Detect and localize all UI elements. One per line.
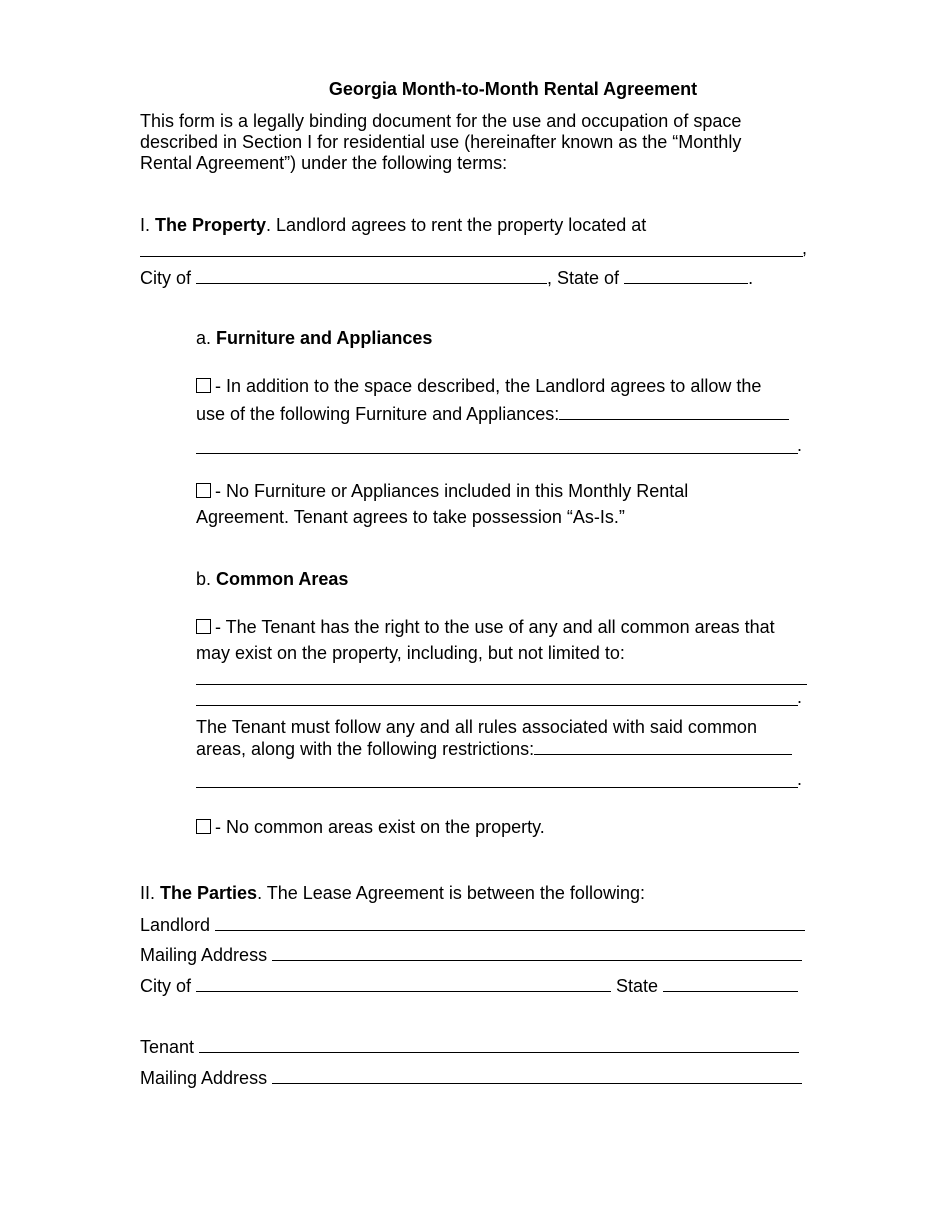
section-2-text: . The Lease Agreement is between the following: <box>257 883 645 903</box>
furniture-list-field[interactable] <box>559 403 789 420</box>
common-areas-allowed-checkbox[interactable] <box>196 619 211 634</box>
section-1-title: The Property <box>155 215 267 235</box>
tenant-label: Tenant <box>140 1037 200 1057</box>
tenant-mailing-field[interactable] <box>272 1067 802 1084</box>
common-areas-heading <box>196 569 348 590</box>
landlord-mailing-row <box>140 944 802 966</box>
landlord-mailing-label: Mailing Address <box>140 945 273 965</box>
furniture-option-2 <box>196 481 688 502</box>
section-1-heading <box>140 215 646 236</box>
common-areas-list-field-2[interactable] <box>196 705 798 706</box>
property-address-comma: , <box>802 238 808 258</box>
section-2-heading <box>140 883 645 904</box>
property-period: . <box>748 268 754 288</box>
common-areas-option-1-line-2: may exist on the property, including, but not limited to: <box>196 643 625 663</box>
property-city-field[interactable] <box>196 267 547 284</box>
furniture-included-checkbox[interactable] <box>196 378 211 393</box>
intro-line-3: Rental Agreement”) under the following terms: <box>140 153 508 173</box>
section-1-number: I. <box>140 215 156 235</box>
property-state-field[interactable] <box>624 267 748 284</box>
landlord-city-label: City of <box>140 976 197 996</box>
common-areas-rules-text: areas, along with the following restrictions: <box>196 739 535 759</box>
no-furniture-checkbox[interactable] <box>196 483 211 498</box>
common-areas-restrictions-field[interactable] <box>534 738 792 755</box>
document-title: Georgia Month-to-Month Rental Agreement <box>328 79 698 99</box>
property-city-label: City of <box>140 268 197 288</box>
section-2-title: The Parties <box>160 883 258 903</box>
furniture-option-1-line-2 <box>196 403 789 425</box>
landlord-city-state-row <box>140 975 798 997</box>
landlord-name-field[interactable] <box>215 914 805 931</box>
no-common-areas-checkbox[interactable] <box>196 819 211 834</box>
common-areas-list-field[interactable] <box>196 684 807 685</box>
intro-line-1: This form is a legally binding document for the use and occupation of space <box>140 111 742 131</box>
property-state-label: , State of <box>547 268 625 288</box>
common-areas-letter: b. <box>196 569 217 589</box>
furniture-option-2-line-2: Agreement. Tenant agrees to take possession “As-Is.” <box>196 507 625 527</box>
property-address-field[interactable] <box>140 256 803 257</box>
furniture-list-field-2[interactable] <box>196 453 798 454</box>
landlord-city-field[interactable] <box>196 975 611 992</box>
furniture-letter: a. <box>196 328 217 348</box>
landlord-state-label: State <box>611 976 664 996</box>
landlord-label: Landlord <box>140 915 216 935</box>
common-areas-rules-line-2 <box>196 738 792 760</box>
furniture-option-1 <box>196 376 761 397</box>
furniture-title: Furniture and Appliances <box>216 328 433 348</box>
landlord-mailing-field[interactable] <box>272 944 802 961</box>
common-areas-restrictions-period: . <box>797 769 803 789</box>
section-2-number: II. <box>140 883 161 903</box>
furniture-option-1-text: - In addition to the space described, the Landlord agrees to allow the <box>215 376 762 396</box>
landlord-state-field[interactable] <box>663 975 798 992</box>
common-areas-list-period: . <box>797 687 803 707</box>
tenant-mailing-row <box>140 1067 802 1089</box>
common-areas-option-1-text: - The Tenant has the right to the use of any and all common areas that <box>215 617 775 637</box>
tenant-mailing-label: Mailing Address <box>140 1068 273 1088</box>
furniture-heading <box>196 328 432 349</box>
common-areas-option-2 <box>196 817 545 838</box>
common-areas-restrictions-field-2[interactable] <box>196 787 798 788</box>
intro-line-2: described in Section I for residential use (hereinafter known as the “Monthly <box>140 132 742 152</box>
common-areas-rules-line-1: The Tenant must follow any and all rules associated with said common <box>196 717 757 737</box>
property-city-state-row <box>140 267 753 289</box>
tenant-name-field[interactable] <box>199 1036 799 1053</box>
furniture-list-period: . <box>797 435 803 455</box>
landlord-row <box>140 914 805 936</box>
tenant-row <box>140 1036 799 1058</box>
common-areas-option-1 <box>196 617 775 638</box>
section-1-text: . Landlord agrees to rent the property located at <box>266 215 647 235</box>
common-areas-title: Common Areas <box>216 569 349 589</box>
common-areas-option-2-text: - No common areas exist on the property. <box>215 817 545 837</box>
furniture-option-2-text: - No Furniture or Appliances included in this Monthly Rental <box>215 481 689 501</box>
furniture-option-1-text-2: use of the following Furniture and Appliances: <box>196 404 560 424</box>
